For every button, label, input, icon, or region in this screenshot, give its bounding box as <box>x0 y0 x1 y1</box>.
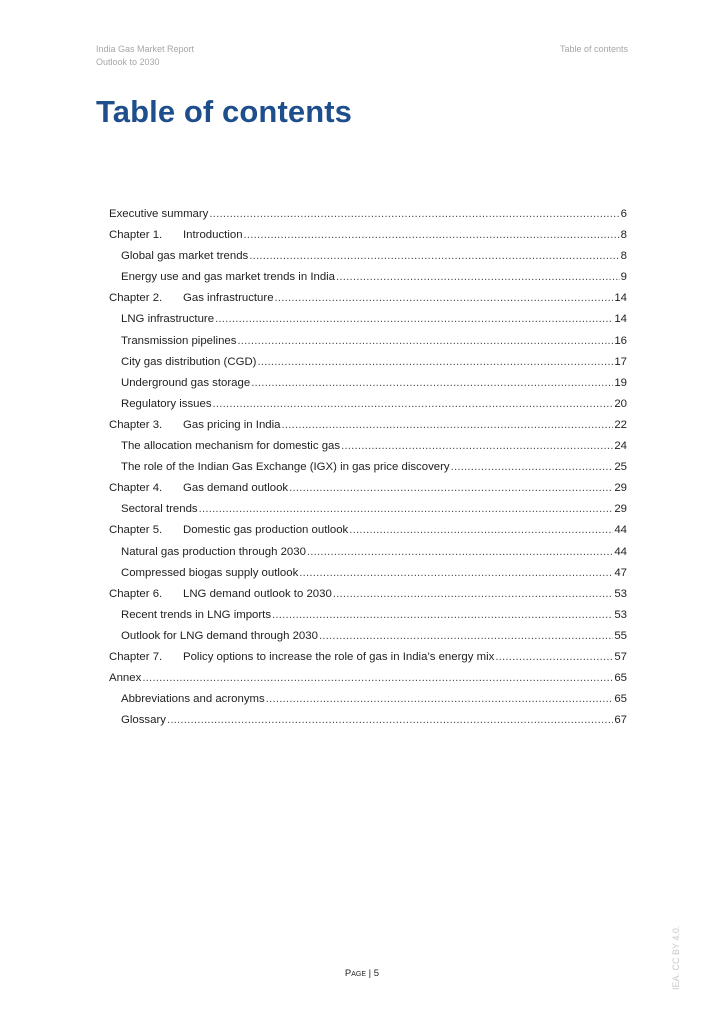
toc-entry-title: Outlook for LNG demand through 2030 <box>121 629 318 642</box>
toc-entry-title: Recent trends in LNG imports <box>121 608 272 621</box>
toc-entry-label <box>121 440 340 452</box>
toc-page-number: 24 <box>614 440 627 453</box>
toc-dot-leader <box>299 567 613 579</box>
toc-page-number: 53 <box>614 587 627 600</box>
toc-chapter-number: Chapter 7. <box>109 650 163 663</box>
footer-page-word: Page <box>344 968 367 979</box>
toc-entry-label <box>121 335 236 347</box>
toc-dot-leader <box>167 714 613 726</box>
toc-entry[interactable] <box>109 482 627 503</box>
running-header-section: Table of contents <box>559 44 628 54</box>
toc-entry-label <box>121 503 198 515</box>
toc-dot-leader <box>307 546 613 558</box>
toc-page-number: 57 <box>614 650 627 663</box>
toc-entry-title: Abbreviations and acronyms <box>121 693 265 706</box>
toc-dot-leader <box>251 377 613 389</box>
toc-entry[interactable] <box>109 630 627 651</box>
toc-page-number: 55 <box>614 629 627 642</box>
toc-entry-title: Natural gas production through 2030 <box>121 545 306 558</box>
toc-page-number: 20 <box>614 397 627 410</box>
toc-page-number: 44 <box>614 545 627 558</box>
toc-entry[interactable] <box>109 377 627 398</box>
toc-entry-title: Compressed biogas supply outlook <box>121 566 299 579</box>
toc-page-number: 9 <box>620 271 627 284</box>
toc-chapter-number: Chapter 6. <box>109 587 163 600</box>
toc-entry[interactable] <box>109 546 627 567</box>
toc-entry-title: Policy options to increase the role of gas in India’s energy mix <box>183 650 495 663</box>
toc-dot-leader <box>275 292 614 304</box>
toc-dot-leader <box>142 672 613 684</box>
toc-entry[interactable] <box>109 524 627 545</box>
toc-entry[interactable] <box>109 229 627 250</box>
toc-entry-title: Gas infrastructure <box>183 292 274 305</box>
toc-entry-label <box>109 672 141 684</box>
footer-separator: | <box>368 968 372 979</box>
page-footer <box>0 968 724 979</box>
toc-entry[interactable] <box>109 292 627 313</box>
toc-page-number: 19 <box>614 376 627 389</box>
toc-entry-label <box>121 356 256 368</box>
toc-page-number: 14 <box>614 292 627 305</box>
toc-dot-leader <box>244 229 620 241</box>
toc-entry-title: Introduction <box>183 229 243 242</box>
toc-entry[interactable] <box>109 313 627 334</box>
toc-entry[interactable] <box>109 588 627 609</box>
toc-dot-leader <box>451 461 614 473</box>
toc-entry[interactable] <box>109 651 627 672</box>
toc-entry-label <box>109 482 288 494</box>
toc-entry-label <box>109 524 348 536</box>
toc-entry-title: Energy use and gas market trends in India <box>121 271 336 284</box>
toc-entry-title: Gas pricing in India <box>183 418 281 431</box>
toc-entry[interactable] <box>109 440 627 461</box>
toc-page-number: 17 <box>614 355 627 368</box>
toc-dot-leader <box>215 313 613 325</box>
toc-page-number: 16 <box>614 334 627 347</box>
toc-entry-label <box>121 461 450 473</box>
toc-dot-leader <box>333 588 614 600</box>
toc-page-number: 44 <box>614 524 627 537</box>
toc-page-number: 53 <box>614 608 627 621</box>
toc-chapter-number: Chapter 1. <box>109 229 163 242</box>
toc-dot-leader <box>272 609 613 621</box>
toc-entry-title: Underground gas storage <box>121 376 251 389</box>
toc-dot-leader <box>249 250 619 262</box>
toc-entry[interactable] <box>109 356 627 377</box>
toc-entry-label <box>121 714 166 726</box>
toc-entry-label <box>121 271 335 283</box>
footer-page-number: 5 <box>373 968 380 979</box>
toc-entry-label <box>121 250 248 262</box>
toc-entry-label <box>109 651 494 663</box>
toc-page-number: 29 <box>614 482 627 495</box>
toc-chapter-number: Chapter 2. <box>109 292 163 305</box>
toc-entry[interactable] <box>109 271 627 292</box>
toc-page-number: 67 <box>614 714 627 727</box>
toc-page-number: 29 <box>614 503 627 516</box>
toc-dot-leader <box>341 440 613 452</box>
toc-dot-leader <box>289 482 613 494</box>
toc-page-number: 8 <box>620 250 627 263</box>
toc-entry-title: Glossary <box>121 714 166 727</box>
toc-entry-title: Gas demand outlook <box>183 482 289 495</box>
toc-entry-title: Domestic gas production outlook <box>183 524 349 537</box>
toc-page-number: 25 <box>614 461 627 474</box>
table-of-contents <box>109 208 627 735</box>
toc-entry[interactable] <box>109 461 627 482</box>
toc-entry-label <box>109 419 281 431</box>
license-note: IEA. CC BY 4.0. <box>671 925 681 990</box>
toc-entry-title: The role of the Indian Gas Exchange (IGX) in gas price discovery <box>121 461 450 474</box>
toc-entry-label <box>121 313 214 325</box>
toc-page-number: 8 <box>620 229 627 242</box>
toc-entry-title: LNG demand outlook to 2030 <box>183 587 332 600</box>
toc-entry-title: Sectoral trends <box>121 503 198 516</box>
toc-page-number: 65 <box>614 693 627 706</box>
toc-entry-title: Executive summary <box>109 208 209 220</box>
toc-dot-leader <box>257 356 613 368</box>
report-subtitle: Outlook to 2030 <box>96 57 160 67</box>
toc-entry-title: The allocation mechanism for domestic gas <box>121 440 341 453</box>
toc-entry-label <box>109 292 274 304</box>
toc-dot-leader <box>319 630 613 642</box>
toc-entry[interactable] <box>109 609 627 630</box>
toc-entry[interactable] <box>109 335 627 356</box>
toc-entry[interactable] <box>109 250 627 271</box>
toc-dot-leader <box>336 271 620 283</box>
toc-entry-label <box>121 630 318 642</box>
toc-dot-leader <box>282 419 614 431</box>
toc-entry-title: Global gas market trends <box>121 250 249 263</box>
toc-entry-label <box>121 398 212 410</box>
toc-entry[interactable] <box>109 208 627 229</box>
toc-entry-title: LNG infrastructure <box>121 313 215 326</box>
toc-entry[interactable] <box>109 419 627 440</box>
toc-entry-label <box>109 588 332 600</box>
toc-entry[interactable] <box>109 714 627 735</box>
toc-dot-leader <box>237 335 613 347</box>
toc-dot-leader <box>495 651 613 663</box>
toc-page-number: 6 <box>620 208 627 220</box>
toc-dot-leader <box>199 503 614 515</box>
toc-entry-label <box>109 208 208 220</box>
toc-dot-leader <box>349 524 613 536</box>
toc-page-number: 14 <box>614 313 627 326</box>
toc-entry-title: Transmission pipelines <box>121 334 237 347</box>
toc-chapter-number: Chapter 3. <box>109 418 163 431</box>
toc-dot-leader <box>213 398 614 410</box>
toc-entry-label <box>121 377 250 389</box>
toc-entry[interactable] <box>109 398 627 419</box>
toc-page-number: 22 <box>614 418 627 431</box>
toc-entry-label <box>121 567 298 579</box>
toc-entry-label <box>121 609 271 621</box>
toc-entry-label <box>109 229 243 241</box>
page-title: Table of contents <box>96 94 353 129</box>
toc-dot-leader <box>266 693 614 705</box>
toc-entry-label <box>121 693 265 705</box>
running-header-left <box>96 43 194 69</box>
toc-entry[interactable] <box>109 672 627 693</box>
toc-entry[interactable] <box>109 503 627 524</box>
report-title: India Gas Market Report <box>96 44 195 54</box>
toc-entry-title: City gas distribution (CGD) <box>121 355 257 368</box>
toc-chapter-number: Chapter 5. <box>109 524 163 537</box>
toc-dot-leader <box>209 208 619 220</box>
toc-chapter-number: Chapter 4. <box>109 482 163 495</box>
toc-entry[interactable] <box>109 567 627 588</box>
toc-entry[interactable] <box>109 693 627 714</box>
toc-entry-title: Annex <box>109 672 142 685</box>
toc-page-number: 47 <box>614 566 627 579</box>
toc-entry-title: Regulatory issues <box>121 397 212 410</box>
toc-entry-label <box>121 546 306 558</box>
toc-page-number: 65 <box>614 672 627 685</box>
